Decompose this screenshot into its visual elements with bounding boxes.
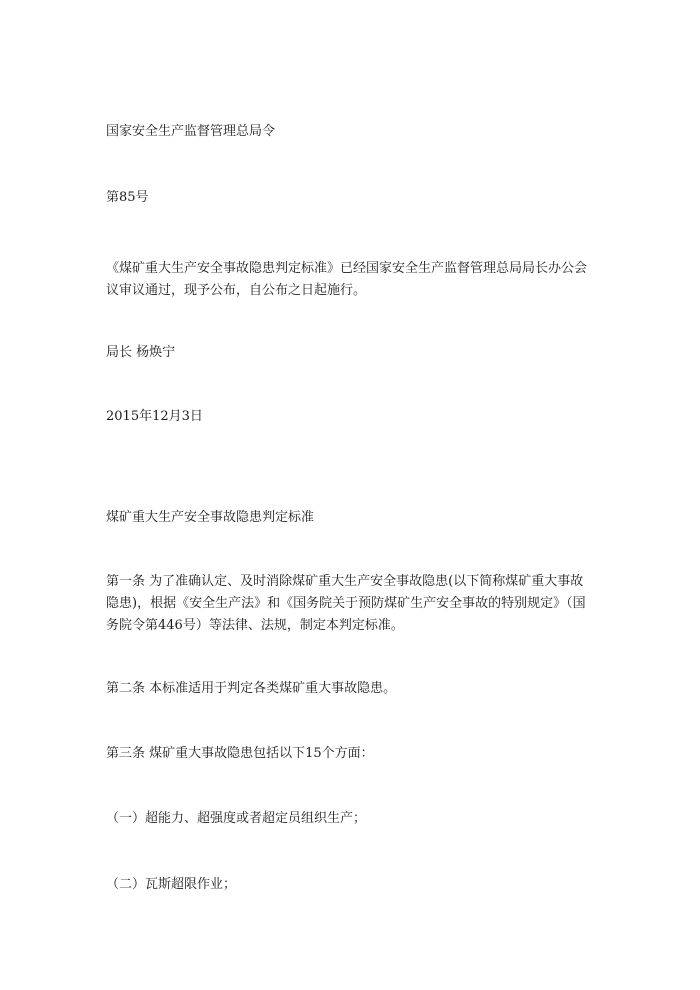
signature: 局长 杨焕宁 — [106, 345, 176, 360]
order-issuer: 国家安全生产监督管理总局令 — [106, 124, 276, 139]
standard-title: 煤矿重大生产安全事故隐患判定标准 — [106, 510, 315, 525]
list-item-2: （二）瓦斯超限作业； — [106, 877, 237, 892]
promulgation-paragraph: 《煤矿重大生产安全事故隐患判定标准》已经国家安全生产监督管理总局局长办公会议审议通过，现予公布，自公布之日起施行。 — [106, 261, 588, 298]
article-2: 第二条 本标准适用于判定各类煤矿重大事故隐患。 — [106, 681, 397, 696]
article-3: 第三条 煤矿重大事故隐患包括以下15个方面： — [106, 746, 374, 761]
article-1: 第一条 为了准确认定、及时消除煤矿重大生产安全事故隐患(以下简称煤矿重大事故隐患)，根据《安全生产法》和《国务院关于预防煤矿生产安全事故的特别规定》（国务院令第446号）等法律、法规，制定本判定标准。 — [106, 574, 586, 633]
list-item-1: （一）超能力、超强度或者超定员组织生产； — [106, 811, 367, 826]
order-number: 第85号 — [106, 190, 149, 205]
issue-date: 2015年12月3日 — [106, 409, 203, 424]
